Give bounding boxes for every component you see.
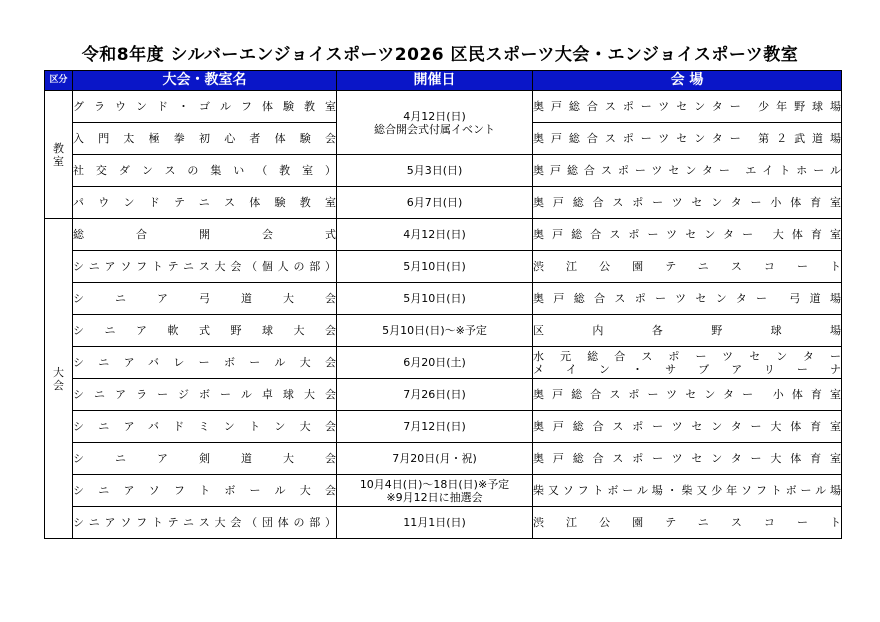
event-venue: 奥戸総合スポーツセンター 第２武道場 xyxy=(533,132,841,145)
event-name-cell xyxy=(73,155,337,187)
event-date-cell xyxy=(337,379,533,411)
group-label-text xyxy=(45,366,72,392)
event-venue: 奥戸総合スポーツセンター小体育室 xyxy=(533,196,841,209)
event-venue: 奥戸総合スポーツセンター エイトホール xyxy=(533,164,841,177)
event-venue-cell xyxy=(533,123,842,155)
event-date-cell xyxy=(337,347,533,379)
table-row xyxy=(45,283,842,315)
table-row xyxy=(45,347,842,379)
table-row xyxy=(45,379,842,411)
event-date-cell xyxy=(337,507,533,539)
event-venue-cell xyxy=(533,315,842,347)
group-label-kyoshitsu xyxy=(45,91,73,219)
group-label-taikai xyxy=(45,219,73,539)
event-venue-cell xyxy=(533,283,842,315)
event-name-cell xyxy=(73,507,337,539)
table-row xyxy=(45,251,842,283)
event-date-cell xyxy=(337,91,533,155)
event-venue-cell xyxy=(533,347,842,379)
event-name-cell xyxy=(73,475,337,507)
event-name: シニアバレーボール大会 xyxy=(73,356,336,369)
event-name-cell xyxy=(73,219,337,251)
event-name-cell xyxy=(73,283,337,315)
table-row xyxy=(45,475,842,507)
event-name-cell xyxy=(73,411,337,443)
event-date: 4月12日(日) xyxy=(403,109,466,123)
event-venue: 奥戸総合スポーツセンター 少年野球場 xyxy=(533,100,841,113)
table-body xyxy=(45,91,842,539)
event-venue: 渋江公園テニスコート xyxy=(533,516,841,529)
event-name: シニアソフトテニス大会（個人の部） xyxy=(73,260,336,273)
event-name-cell xyxy=(73,187,337,219)
event-date-cell xyxy=(337,187,533,219)
event-venue: 奥戸総合スポーツセンター 大体育室 xyxy=(533,228,841,241)
header-date: 開催日 xyxy=(337,71,533,91)
event-venue: 奥戸総合スポーツセンター 弓道場 xyxy=(533,292,841,305)
event-date: 6月7日(日) xyxy=(406,196,463,209)
event-venue-cell xyxy=(533,251,842,283)
header-name: 大会・教室名 xyxy=(73,71,337,91)
page-title: 令和8年度 シルバーエンジョイスポーツ2026 区民スポーツ大会・エンジョイスポーツ教室 xyxy=(81,45,799,65)
event-date-note: 総合開会式付属イベント xyxy=(374,122,495,136)
event-name-cell xyxy=(73,315,337,347)
event-venue-cell xyxy=(533,475,842,507)
group-label-char: 室 xyxy=(53,154,64,168)
event-venue: 奥戸総合スポーツセンター大体育室 xyxy=(533,420,841,433)
event-date: 5月10日(日)～※予定 xyxy=(382,324,487,337)
event-name-cell xyxy=(73,443,337,475)
event-venue: 水元総合スポーツセンター xyxy=(533,349,841,363)
event-venue: 渋江公園テニスコート xyxy=(533,260,841,273)
event-date-note: ※9月12日に抽選会 xyxy=(386,490,483,504)
event-date-cell xyxy=(337,251,533,283)
group-label-text xyxy=(45,142,72,168)
event-venue-cell xyxy=(533,219,842,251)
event-venue: 奥戸総合スポーツセンター大体育室 xyxy=(533,452,841,465)
event-name-cell xyxy=(73,347,337,379)
event-venue-cell xyxy=(533,411,842,443)
event-date: 7月12日(日) xyxy=(403,420,466,433)
table-row xyxy=(45,155,842,187)
event-venue-cell xyxy=(533,91,842,123)
event-name: シニアソフトボール大会 xyxy=(73,484,336,497)
event-date-cell xyxy=(337,283,533,315)
event-venue: 区内各野球場 xyxy=(533,324,841,337)
table-row xyxy=(45,91,842,123)
event-date: 11月1日(日) xyxy=(403,516,466,529)
event-date: 7月20日(月・祝) xyxy=(392,452,477,465)
event-name: パウンドテニス体験教室 xyxy=(73,196,336,209)
event-name-cell xyxy=(73,251,337,283)
header-kubun: 区分 xyxy=(45,71,73,91)
event-name: 入門太極拳初心者体験会 xyxy=(73,132,336,145)
event-date-cell xyxy=(337,411,533,443)
event-name-cell xyxy=(73,91,337,123)
group-label-char: 大 xyxy=(53,365,64,379)
table-row xyxy=(45,219,842,251)
group-label-char: 教 xyxy=(53,141,64,155)
event-date-cell xyxy=(337,155,533,187)
event-date-cell xyxy=(337,475,533,507)
event-name: シニア剣道大会 xyxy=(73,452,336,465)
event-name: 総合開会式 xyxy=(73,228,336,241)
event-date: 5月10日(日) xyxy=(403,260,466,273)
table-row xyxy=(45,443,842,475)
event-name: シニア軟式野球大会 xyxy=(73,324,336,337)
event-name: シニアソフトテニス大会（団体の部） xyxy=(73,516,336,529)
table-row xyxy=(45,315,842,347)
event-date-cell xyxy=(337,315,533,347)
event-name: シニア弓道大会 xyxy=(73,292,336,305)
table-row xyxy=(45,411,842,443)
event-date: 5月3日(日) xyxy=(406,164,463,177)
table-header-row xyxy=(45,71,842,91)
event-venue: 柴又ソフトボール場・柴又少年ソフトボール場 xyxy=(533,484,841,497)
event-venue-cell xyxy=(533,443,842,475)
event-venue-sub: メイン・サブアリーナ xyxy=(533,362,841,376)
event-venue-cell xyxy=(533,155,842,187)
event-date: 5月10日(日) xyxy=(403,292,466,305)
event-date: 4月12日(日) xyxy=(403,228,466,241)
event-name: 社交ダンスの集い（教室） xyxy=(73,164,336,177)
event-name: シニアラージボール卓球大会 xyxy=(73,388,336,401)
event-date: 7月26日(日) xyxy=(403,388,466,401)
table-row xyxy=(45,507,842,539)
event-date: 6月20日(土) xyxy=(403,356,466,369)
table-row xyxy=(45,187,842,219)
group-label-char: 会 xyxy=(53,378,64,392)
event-name: シニアバドミントン大会 xyxy=(73,420,336,433)
event-venue-cell xyxy=(533,379,842,411)
event-venue-cell xyxy=(533,507,842,539)
schedule-table xyxy=(44,70,842,539)
event-date-cell xyxy=(337,443,533,475)
event-date: 10月4日(日)～18日(日)※予定 xyxy=(359,477,510,491)
event-venue-cell xyxy=(533,187,842,219)
event-name-cell xyxy=(73,123,337,155)
event-venue: 奥戸総合スポーツセンター 小体育室 xyxy=(533,388,841,401)
event-name: グラウンド・ゴルフ体験教室 xyxy=(73,100,336,113)
header-venue: 会 場 xyxy=(533,71,842,91)
event-date-cell xyxy=(337,219,533,251)
event-name-cell xyxy=(73,379,337,411)
